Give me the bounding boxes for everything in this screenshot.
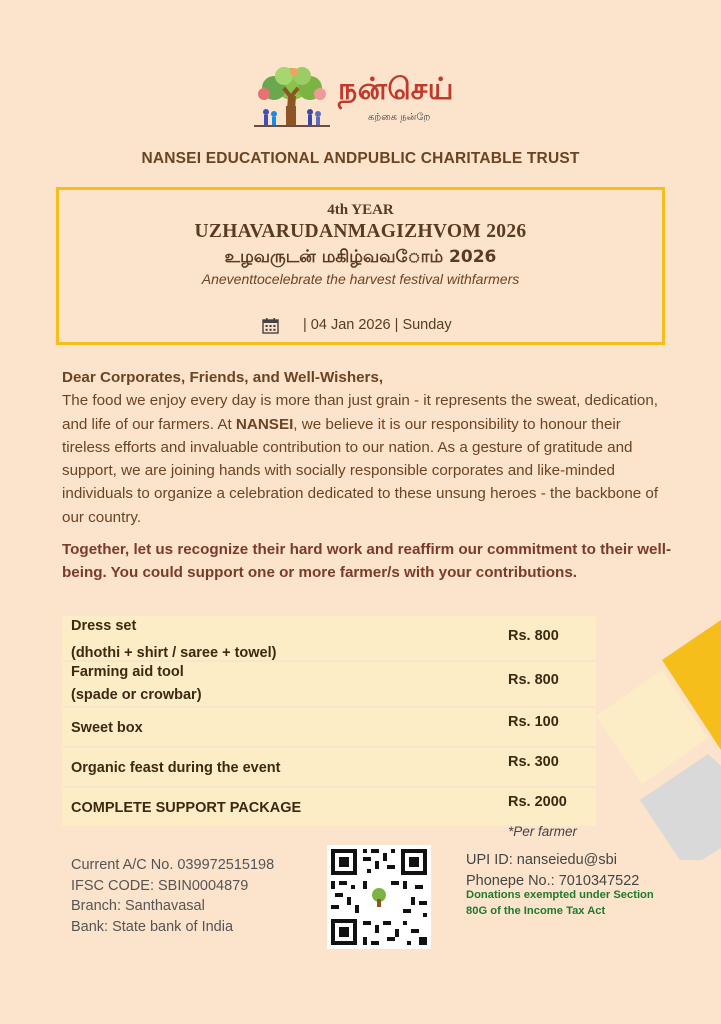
logo-name-tamil: நன்செய்	[338, 72, 455, 107]
bank-name: Bank: State bank of India	[71, 918, 234, 935]
letter-paragraph	[62, 389, 667, 529]
tax-note-line: Donations exempted under Section	[466, 889, 654, 901]
tax-note-line: 80G of the Income Tax Act	[466, 905, 606, 917]
table-row	[62, 662, 596, 708]
calendar-icon	[262, 317, 279, 334]
event-date: | 04 Jan 2026 | Sunday	[303, 317, 452, 333]
item-label: COMPLETE SUPPORT PACKAGE	[71, 800, 302, 816]
org-name: NANSEI	[235, 415, 294, 433]
item-price: Rs. 100	[508, 714, 559, 730]
event-year: 4th YEAR	[327, 202, 394, 218]
item-price: Rs. 2000	[508, 794, 567, 810]
payment-qr-code	[327, 845, 431, 949]
item-detail: (spade or crowbar)	[71, 687, 202, 703]
per-farmer-note: *Per farmer	[508, 824, 578, 839]
logo-tagline: கற்கை நன்றே	[368, 112, 431, 123]
decorative-squares	[590, 620, 721, 860]
bank-details	[71, 855, 274, 937]
event-banner	[56, 187, 665, 345]
item-label: Organic feast during the event	[71, 760, 281, 776]
trust-name: NANSEI EDUCATIONAL ANDPUBLIC CHARITABLE TRUST	[141, 150, 580, 167]
ifsc-code: IFSC CODE: SBIN0004879	[71, 877, 249, 894]
tree-logo-icon	[250, 66, 334, 128]
support-appeal: Together, let us recognize their hard work and reaffirm our commitment to their well-being. You could support one or more farmer/s with your contributions.	[62, 541, 672, 582]
account-number: Current A/C No. 039972515198	[71, 857, 275, 873]
upi-id: UPI ID: nanseiedu@sbi	[466, 852, 617, 868]
item-label: Farming aid tool	[71, 664, 184, 680]
item-label: Dress set	[71, 618, 137, 634]
table-row	[62, 788, 596, 828]
item-detail: (dhothi + shirt / saree + towel)	[71, 645, 277, 661]
event-subtitle: Aneventtocelebrate the harvest festival withfarmers	[201, 271, 520, 287]
item-price: Rs. 800	[508, 628, 559, 644]
letter-greeting: Dear Corporates, Friends, and Well-Wishers,	[62, 369, 384, 386]
support-table	[62, 616, 596, 828]
event-title: UZHAVARUDANMAGIZHVOM 2026	[194, 221, 527, 242]
item-price: Rs. 800	[508, 672, 559, 688]
item-label: Sweet box	[71, 720, 143, 736]
phonepe-number: Phonepe No.: 7010347522	[466, 873, 640, 889]
event-date-row	[262, 315, 452, 335]
table-row	[62, 616, 596, 662]
letter-body	[62, 366, 667, 529]
branch-name: Branch: Santhavasal	[71, 898, 205, 914]
item-price: Rs. 300	[508, 754, 559, 770]
table-row	[62, 708, 596, 748]
tax-exemption-note	[466, 887, 654, 919]
trust-logo	[250, 66, 480, 130]
letter-text-part: The food we enjoy every day is more than just grain - it represents the sweat, dedication, and life of our farmers. At	[62, 392, 658, 433]
table-row	[62, 748, 596, 788]
event-title-tamil: உழவருடன் மகிழ்வவ◌ோம் 2026	[224, 247, 497, 267]
letter-text-part: , we believe it is our responsibility to honour their tireless efforts and invaluable contribution to our nation. As a gesture of gratitude and support, we are joining hands with socially responsible corporates and like-minded individuals to organize a celebration dedicated to these unsung heroes - the backbone of our country.	[62, 415, 659, 526]
